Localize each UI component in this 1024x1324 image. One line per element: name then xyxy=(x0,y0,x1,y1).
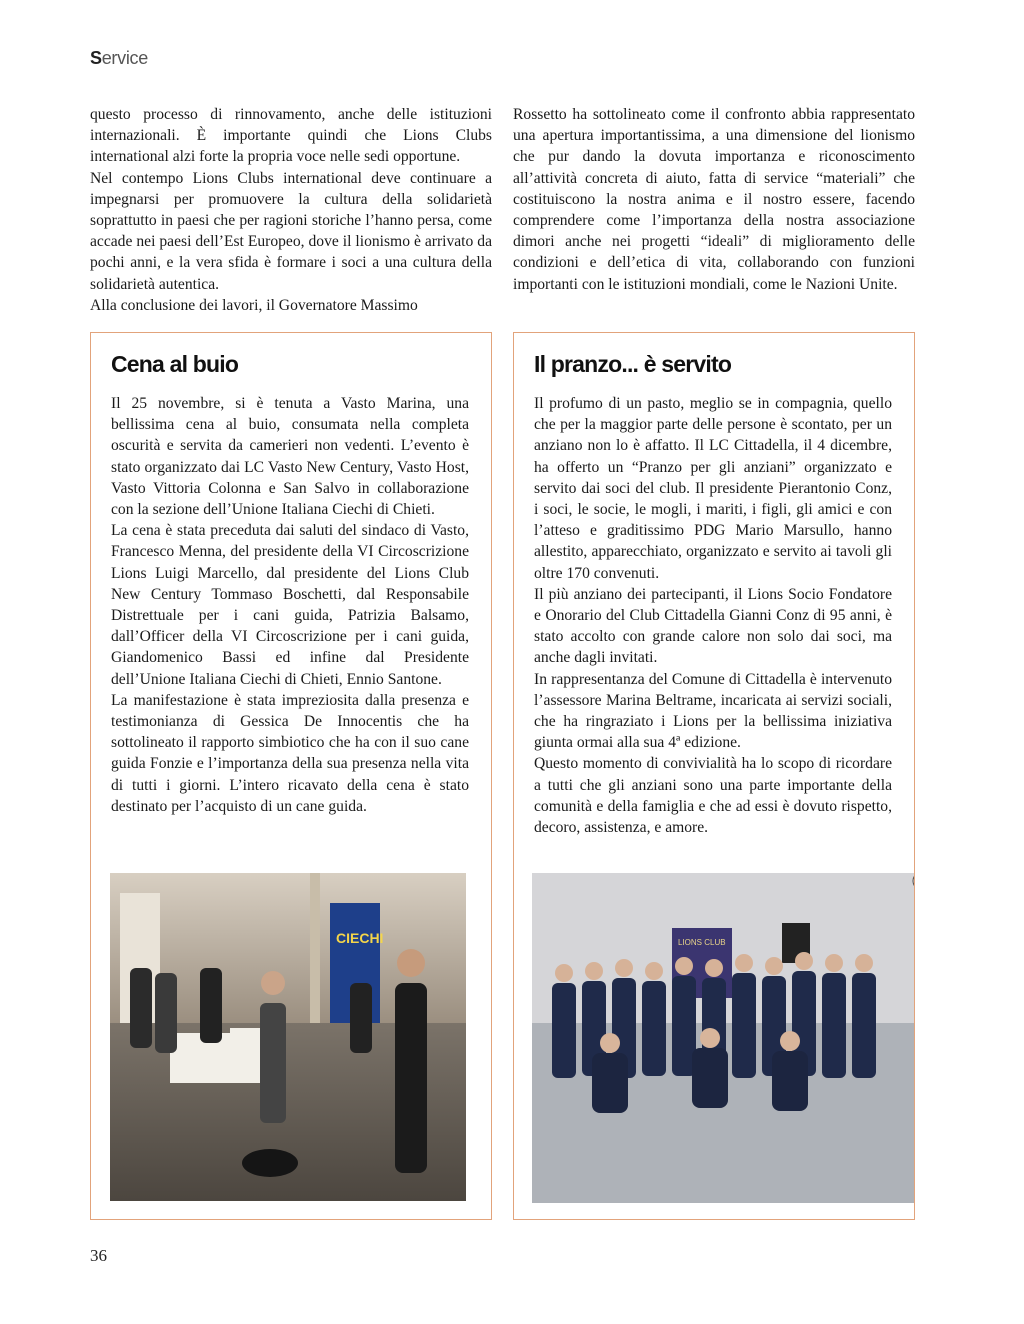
box-body xyxy=(534,393,892,838)
section-label-first-letter: S xyxy=(90,48,102,68)
photo-illustration xyxy=(532,873,914,1203)
article-column-left xyxy=(90,104,492,316)
section-label xyxy=(90,48,148,69)
article-column-right xyxy=(513,104,915,295)
photo-banner-text: LIONS CLUB xyxy=(678,938,726,947)
paragraph: Il 25 novembre, si è tenuta a Vasto Marina, una bellissima cena al buio, consumata nella completa oscurità e servita da camerieri non vedenti. L’evento è stato organizzato dai LC Vasto New Century, Vasto Host, Vasto Vittoria Colonna e San Salvo in collaborazione con la sezione dell’Unione Italiana Ciechi di Chieti. xyxy=(111,395,469,519)
paragraph: Alla conclusione dei lavori, il Governatore Massimo xyxy=(90,296,418,314)
page-number: 36 xyxy=(90,1246,107,1265)
paragraph: Il profumo di un pasto, meglio se in compagnia, quello che per la maggior parte delle persone è scontato, per un anziano non lo è affatto. Il LC Cittadella, il 4 dicembre, ha offerto un “Pranzo per gli anziani” organizzato e servito dai soci del club. Il presidente Pierantonio Conz, i soci, le socie, le mogli, i mariti, i figli, gli amici e con l’atteso e graditissimo PDG Mario Marsullo, hanno allestito, apparecchiato, organizzato e servito ai tavoli gli oltre 170 convenuti. xyxy=(534,395,892,582)
paragraph: In rappresentanza del Comune di Cittadella è intervenuto l’assessore Marina Beltrame, incaricata ai servizi sociali, che ha ringraziato i Lions per la bellissima iniziativa giunta ormai alla sua 4ª edizione. xyxy=(534,670,892,752)
paragraph: Questo momento di convivialità ha lo scopo di ricordare a tutti che gli anziani sono una parte importante della comunità e della famiglia e che ad essi è dovuto rispetto, decoro, assistenza, e amore. xyxy=(534,755,892,837)
photo-sign-text: CIECHI xyxy=(336,930,384,946)
event-photo-lunch xyxy=(532,873,914,1203)
event-photo-dinner xyxy=(110,873,466,1201)
paragraph: La manifestazione è stata impreziosita dalla presenza e testimonianza di Gessica De Innocentis che ha sottolineato il rapporto simbiotico che ha con il suo cane guida Fonzie e l’importanza della sua presenza nella vita di tutti i giorni. L’intero ricavato della cena è stato destinato per l’acquisto di un cane guida. xyxy=(111,691,469,815)
paragraph: Nel contempo Lions Clubs international deve continuare a impegnarsi per promuovere la cultura della solidarietà soprattutto in paesi che per ragioni storiche l’hanno persa, come accade nei paesi dell’Est Europeo, dove il lionismo è arrivato da pochi anni, e la vera sfida è formare i soci a una cultura della solidarietà autentica. xyxy=(90,169,492,293)
box-title: Il pranzo... è servito xyxy=(534,351,732,377)
paragraph: Rossetto ha sottolineato come il confronto abbia rappresentato una apertura importantissima, a una dimensione del lionismo che pur dando la dovuta importanza e riconoscimento all’attività concreta di aiuto, fatta di service “materiali” che costituiscono la nostra anima e il nostro essere, facendo comprendere come l’importanza della nostra associazione dimori anche nei progetti “ideali” di miglioramento delle condizioni e dell’etica di vita, collaborando con funzioni importanti con le istituzioni mondiali, come le Nazioni Unite. xyxy=(513,106,915,293)
box-body xyxy=(111,393,469,817)
sidebar-box-pranzo-servito xyxy=(513,332,915,1220)
sidebar-box-cena-al-buio xyxy=(90,332,492,1220)
paragraph: Il più anziano dei partecipanti, il Lions Socio Fondatore e Onorario del Club Cittadella Gianni Conz di 95 anni, è stato accolto con grande calore non solo dai soci, ma anche dagli invitati. xyxy=(534,585,892,667)
section-label-rest: ervice xyxy=(101,48,148,68)
paragraph: questo processo di rinnovamento, anche delle istituzioni internazionali. È importante quindi che Lions Clubs international alzi forte la propria voce nelle sedi opportune. xyxy=(90,106,492,166)
box-title: Cena al buio xyxy=(111,351,239,377)
paragraph: La cena è stata preceduta dai saluti del sindaco di Vasto, Francesco Menna, del presidente della VI Circoscrizione Lions Luigi Marcello, dal presidente del Lions Club New Century Tommaso Boschetti, dal Responsabile Distrettuale per i cani guida, Patrizia Balsamo, dall’Officer della VI Circoscrizione per i cani guida, Giandomenico Bassi ed infine dal Presidente dell’Unione Italiana Ciechi di Chieti, Ennio Santone. xyxy=(111,522,469,688)
photo-illustration xyxy=(110,873,466,1201)
